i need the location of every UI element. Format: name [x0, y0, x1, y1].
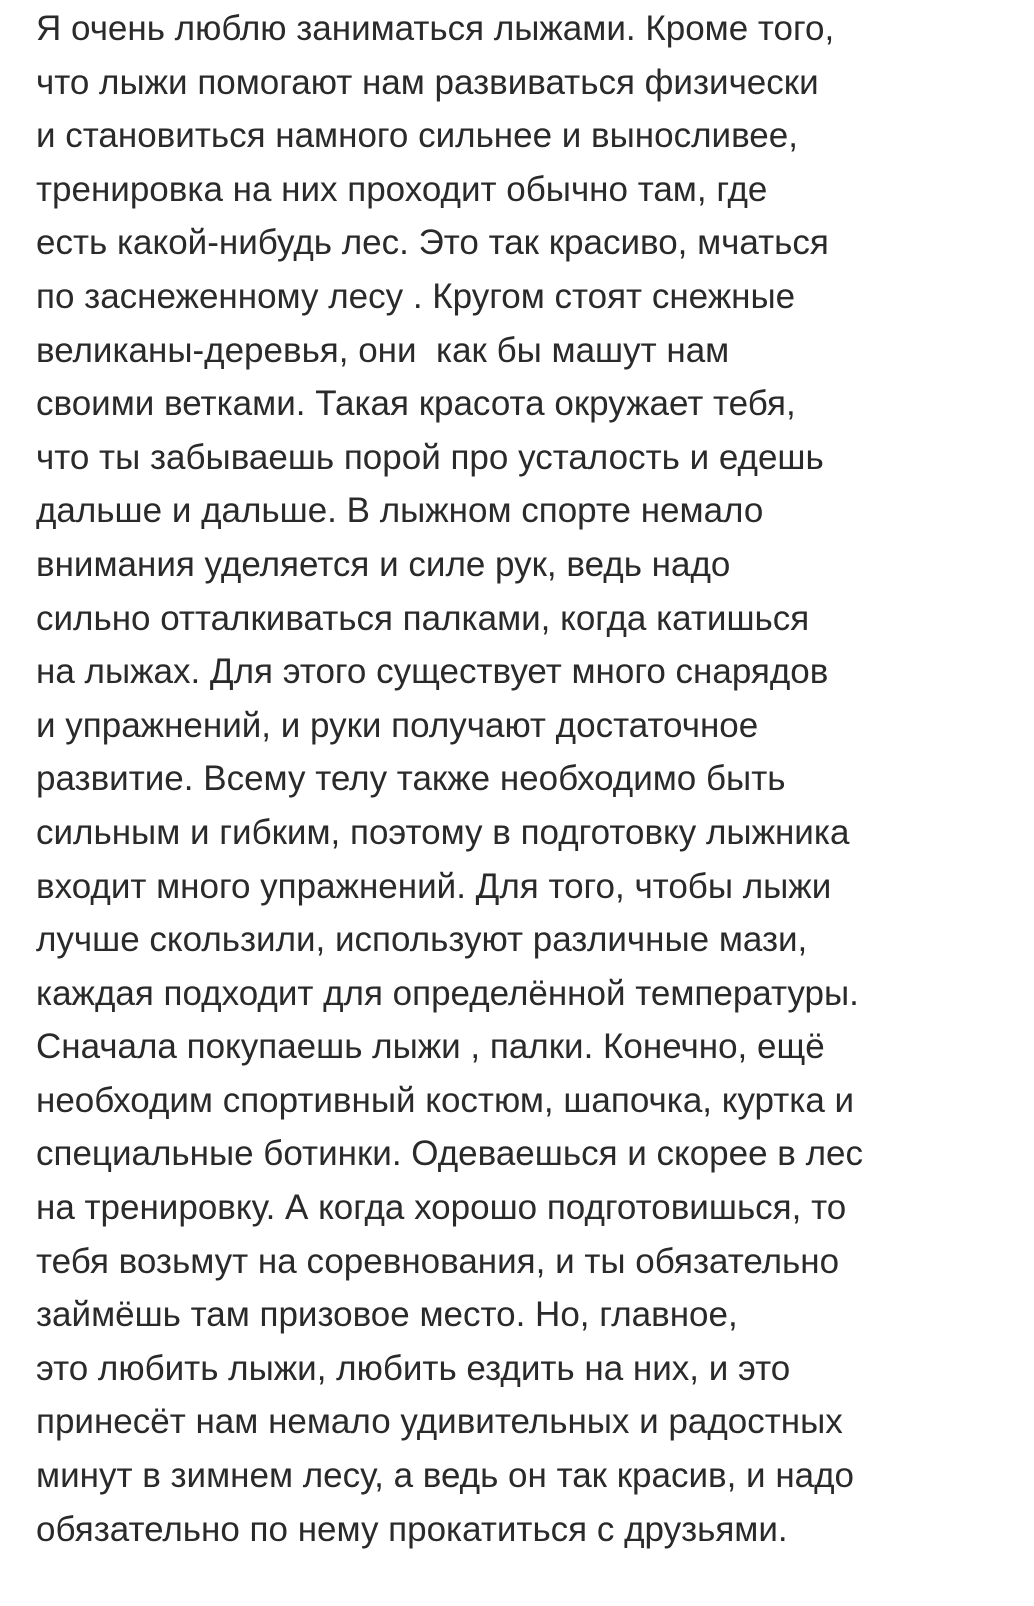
- text-line-4: тренировка на них проходит обычно там, где: [36, 169, 768, 209]
- text-line-19: каждая подходит для определённой температуры.: [36, 973, 859, 1013]
- text-line-14: и упражнений, и руки получают достаточное: [36, 705, 759, 745]
- text-line-15: развитие. Всему телу также необходимо быть: [36, 759, 786, 799]
- text-line-27: принесёт нам немало удивительных и радостных: [36, 1402, 843, 1442]
- text-line-13: на лыжах. Для этого существует много снарядов: [36, 652, 829, 692]
- text-line-29: обязательно по нему прокатиться с друзьями.: [36, 1509, 788, 1549]
- text-line-7: великаны-деревья, они как бы машут нам: [36, 330, 730, 370]
- text-line-25: займёшь там призовое место. Но, главное,: [36, 1295, 738, 1335]
- text-line-28: минут в зимнем лесу, а ведь он так красив, и надо: [36, 1456, 855, 1496]
- text-line-3: и становиться намного сильнее и выносливее,: [36, 116, 798, 156]
- essay-text: [36, 2, 1026, 1556]
- text-line-2: что лыжи помогают нам развиваться физически: [36, 62, 819, 102]
- text-line-22: специальные ботинки. Одеваешься и скорее в лес: [36, 1134, 864, 1174]
- text-line-9: что ты забываешь порой про усталость и едешь: [36, 437, 824, 477]
- text-line-6: по заснеженному лесу . Кругом стоят снежные: [36, 276, 796, 316]
- text-line-18: лучше скользили, используют различные мази,: [36, 920, 808, 960]
- text-line-10: дальше и дальше. В лыжном спорте немало: [36, 491, 764, 531]
- text-line-23: на тренировку. А когда хорошо подготовишься, то: [36, 1188, 847, 1228]
- text-line-5: есть какой-нибудь лес. Это так красиво, мчаться: [36, 223, 829, 263]
- text-line-11: внимания уделяется и силе рук, ведь надо: [36, 544, 731, 584]
- text-line-24: тебя возьмут на соревнования, и ты обязательно: [36, 1241, 840, 1281]
- text-line-16: сильным и гибким, поэтому в подготовку лыжника: [36, 812, 850, 852]
- text-line-21: необходим спортивный костюм, шапочка, куртка и: [36, 1080, 855, 1120]
- text-line-17: входит много упражнений. Для того, чтобы лыжи: [36, 866, 832, 906]
- text-line-1: Я очень люблю заниматься лыжами. Кроме того,: [36, 9, 835, 48]
- text-line-12: сильно отталкиваться палками, когда катишься: [36, 598, 810, 638]
- text-line-26: это любить лыжи, любить ездить на них, и это: [36, 1348, 791, 1388]
- text-line-20: Сначала покупаешь лыжи , палки. Конечно, ещё: [36, 1027, 825, 1067]
- text-line-8: своими ветками. Такая красота окружает тебя,: [36, 384, 796, 424]
